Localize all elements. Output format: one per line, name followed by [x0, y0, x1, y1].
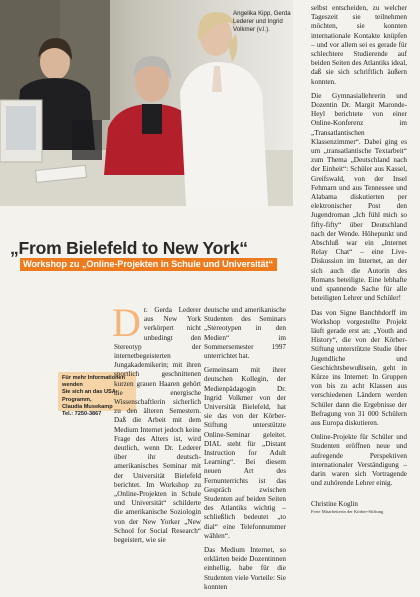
subheadline: Workshop zu „Online-Projekten in Schule und Universität“: [20, 258, 277, 271]
info-box-line: Für mehr Informationen wenden: [62, 375, 126, 389]
article-paragraph: Die Gymnasiallehrerin und Dozentin Dr. Margit Maronde-Heyl berichtete von einer Online-Konferenz im „Transatlantischen Klassenzimmer“. Dabei ging es um „transatlantische Textarbeit“ zum Thema „Deutschland nach der Einheit“: Schüler aus Kassel, Greifswald, von der Insel Fehmarn und aus Tennessee und Alabama diskutierten per elektronischer Post den Jugendroman „Ich fühl mich so fifty-fifty“ über Deutschland nach der Wende. Höhepunkt und Abschluß war ein „Internet Relay Chat“ – eine Live-Diskussion im Internet, an der sich auch die Autorin des Romans beteiligte. Eine lebhafte und spannende Sache für alle beteiligten Lehrer und Schüler!: [311, 91, 407, 303]
article-paragraph: Das Medium Internet, so erklärten beide Dozentinnen einhellig, habe für die Studenten viele Vorteile: Sie konnten: [204, 546, 286, 591]
article-paragraph: Dr. Gerda Lederer aus New York verkörpert nicht unbedingt den Stereotyp der internetbegeisterten Jungakademikerin; mit ihren sportlich geschnittenen kurzen grauen Haaren gehört die energische Wissenschaftlerin sicherlich zu den älteren Semestern. Daß die Arbeit mit dem Medium Internet jedoch keine Frage des Alters ist, wird deutlich, wenn Dr. Lederer über ihr deutsch-amerikanisches Seminar mit der Universität Bielefeld berichtet. Im Workshop zu „Online-Projekten in Schule und Universität“ schilderte die amerikanische Soziologin von der New Yorker „New School for Social Research“ begeistert, wie sie: [112, 300, 201, 545]
article-paragraph: Gemeinsam mit ihrer deutschen Kollegin, der Medienpädagogin Dr. Ingrid Volkmer von der Universität Bielefeld, hat sie das von der Körber-Stiftung unterstützte Online-Seminar geleitet. DIAL steht für „Distant Instruction for Adult Learning“. Bei diesem neuen Art des Fernunterrichts ist das Gespräch zwischen Studenten auf beiden Seiten des Atlantiks wichtig – schließlich bedeutet „to dial“ eine Telefonnummer wählen“.: [204, 366, 286, 540]
article-column-1: [112, 300, 201, 550]
drop-cap: D: [112, 300, 141, 345]
photo-caption: Angelika Kipp, Gerda Lederer und Ingrid Volkmer (v.l.).: [233, 10, 291, 33]
info-box-contact: Claudia Musekamp: [62, 403, 113, 410]
author-role: Freie Mitarbeiterin der Körber-Stiftung: [311, 509, 384, 514]
article-paragraph: selbst entscheiden, zu welcher Tageszeit sie teilnehmen möchten, sie konnten internationale Kontakte knüpfen – und vor allem sei es gerade für schlechtere Studierende auf beiden Seiten des Atlantiks ideal, daß sie sich schriftlich äußern konnten.: [311, 4, 407, 86]
article-paragraph: deutsche und amerikanische Studenten des Seminars „Stereotypen in den Medien“ im Sommersemester 1997 unterrichtet hat.: [204, 306, 286, 361]
info-box-phone: Tel.: 7250-3867: [62, 411, 102, 418]
article-column-3: [311, 4, 407, 493]
author-signature: [311, 500, 407, 515]
info-box-line: Sie sich an das USA-Programm,: [62, 389, 118, 403]
article-paragraph: Das von Signe Banchhdorff im Workshop vorgestellte Projekt läuft gerade erst an: „Youth and History“, die von der Körber-Stiftung unterstützte Studie über Jugendliche und Geschichtsbewußtsein, geht in Kürze ins Internet: In Gruppen von bis zu acht Klassen aus verschiedenen Ländern werden Schüler dann die Ergebnisse der Befragung von 31 000 Schülern aus Europa diskutieren.: [311, 308, 407, 427]
article-paragraph: Online-Projekte für Schüler und Studenten eröffnen neue und aufregende Perspektiven internationaler Verständigung – darin waren sich Vortragende und zuhörende Lehrer einig.: [311, 433, 407, 488]
author-name: Christine Koglin: [311, 500, 358, 508]
headline: „From Bielefeld to New York“: [10, 238, 248, 258]
article-column-2: [204, 306, 286, 597]
